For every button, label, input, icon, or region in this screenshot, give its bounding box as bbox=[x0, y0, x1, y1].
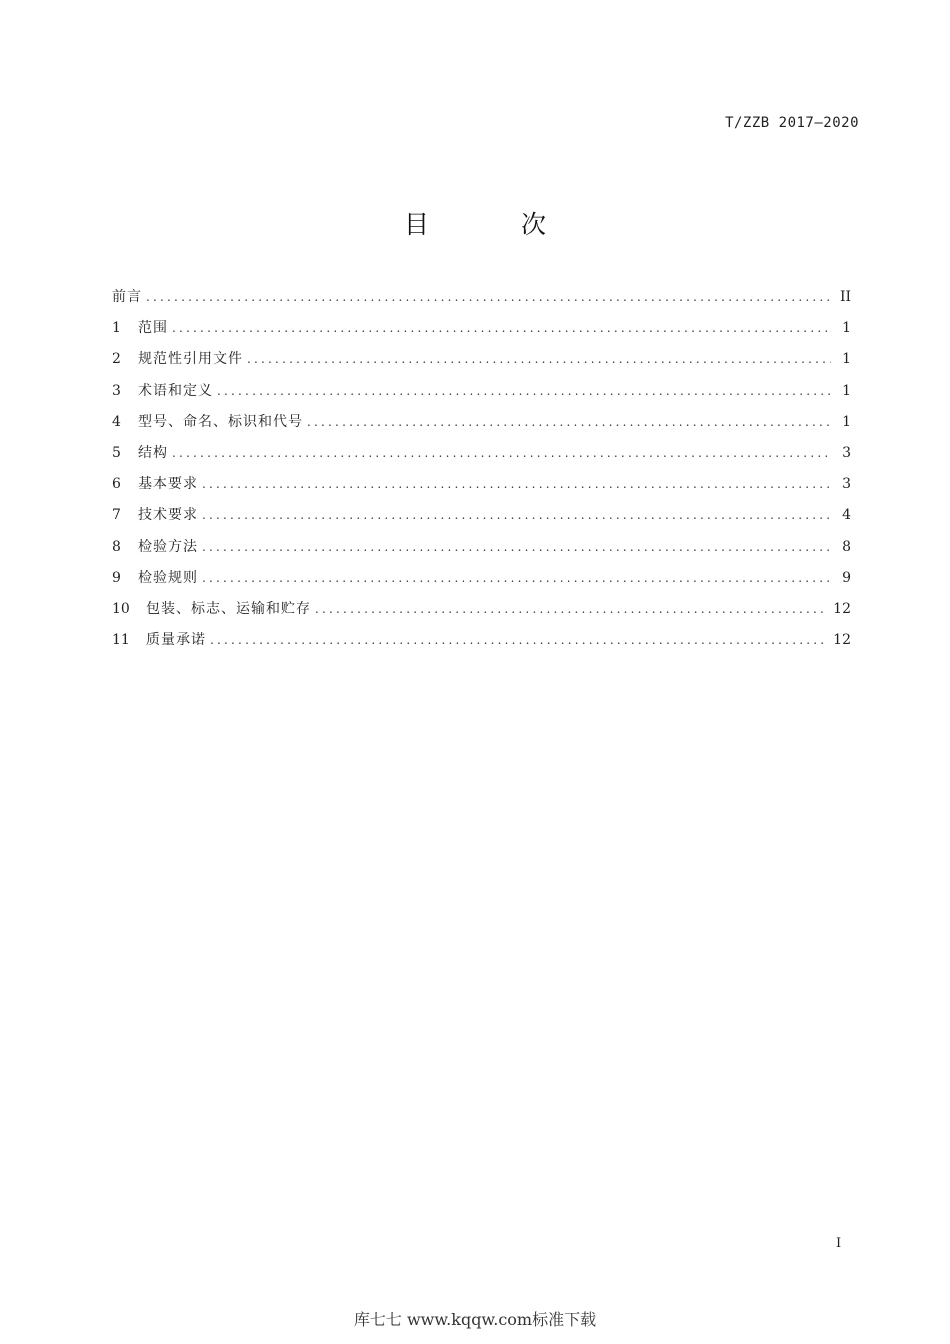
toc-entry-label: 质量承诺 bbox=[146, 632, 206, 649]
toc-entry-label: 检验方法 bbox=[138, 538, 198, 555]
toc-entry-number: 4 bbox=[112, 413, 121, 430]
toc-entry-10[interactable] bbox=[112, 598, 851, 629]
watermark-text: 库七七 www.kqqw.com标准下载 bbox=[353, 1310, 597, 1329]
toc-dot-leader bbox=[202, 504, 831, 526]
toc-dot-leader bbox=[202, 473, 831, 495]
toc-entry-number: 1 bbox=[112, 320, 121, 337]
toc-entry-page: II bbox=[839, 289, 851, 305]
toc-dot-leader bbox=[210, 629, 827, 651]
toc-entry-page: 1 bbox=[842, 351, 851, 368]
toc-entry-page: 1 bbox=[842, 320, 851, 337]
toc-entry-3[interactable] bbox=[112, 380, 851, 411]
toc-entry-page: 12 bbox=[833, 632, 851, 649]
toc-entry-2[interactable] bbox=[112, 348, 851, 379]
toc-entry-7[interactable] bbox=[112, 504, 851, 535]
toc-entry-label: 前言 bbox=[112, 289, 142, 305]
toc-entry-number: 11 bbox=[112, 632, 130, 649]
toc-entry-number: 10 bbox=[112, 600, 130, 617]
toc-entry-page: 3 bbox=[842, 444, 851, 461]
toc-entry-number: 7 bbox=[112, 507, 121, 524]
toc-entry-number: 6 bbox=[112, 476, 121, 493]
toc-dot-leader bbox=[307, 411, 831, 433]
toc-entry-page: 1 bbox=[842, 382, 851, 399]
toc-entry-number: 3 bbox=[112, 382, 121, 399]
toc-entry-page: 3 bbox=[842, 476, 851, 493]
toc-title: 目 次 bbox=[404, 210, 588, 239]
toc-entry-8[interactable] bbox=[112, 536, 851, 567]
toc-entry-page: 1 bbox=[842, 413, 851, 430]
toc-entry-label: 规范性引用文件 bbox=[138, 351, 243, 368]
toc-entry-6[interactable] bbox=[112, 473, 851, 504]
toc-entry-label: 包装、标志、运输和贮存 bbox=[146, 600, 311, 617]
toc-entry-9[interactable] bbox=[112, 567, 851, 598]
toc-entry-4[interactable] bbox=[112, 411, 851, 442]
toc-entry-number: 5 bbox=[112, 444, 121, 461]
toc-dot-leader bbox=[202, 536, 831, 558]
toc-entry-1[interactable] bbox=[112, 317, 851, 348]
toc-entry-number: 2 bbox=[112, 351, 121, 368]
toc-entry-foreword[interactable] bbox=[112, 286, 851, 317]
toc-dot-leader bbox=[217, 380, 831, 402]
toc-entry-number: 9 bbox=[112, 569, 121, 586]
toc-entry-label: 基本要求 bbox=[138, 476, 198, 493]
toc-dot-leader bbox=[146, 286, 831, 308]
document-code: T/ZZB 2017—2020 bbox=[725, 115, 859, 131]
toc-entry-page: 9 bbox=[842, 569, 851, 586]
toc-entry-label: 术语和定义 bbox=[138, 382, 213, 399]
toc-entry-label: 范围 bbox=[138, 320, 168, 337]
toc-entry-page: 8 bbox=[842, 538, 851, 555]
toc-list bbox=[112, 286, 851, 660]
toc-dot-leader bbox=[202, 567, 831, 589]
toc-dot-leader bbox=[172, 317, 831, 339]
toc-dot-leader bbox=[172, 442, 831, 464]
toc-entry-5[interactable] bbox=[112, 442, 851, 473]
toc-entry-page: 12 bbox=[833, 600, 851, 617]
toc-entry-11[interactable] bbox=[112, 629, 851, 660]
toc-entry-label: 型号、命名、标识和代号 bbox=[138, 413, 303, 430]
toc-entry-label: 技术要求 bbox=[138, 507, 198, 524]
toc-entry-label: 检验规则 bbox=[138, 569, 198, 586]
toc-entry-number: 8 bbox=[112, 538, 121, 555]
toc-dot-leader bbox=[247, 348, 831, 370]
toc-entry-label: 结构 bbox=[138, 444, 168, 461]
toc-dot-leader bbox=[315, 598, 827, 620]
page-number: I bbox=[836, 1236, 842, 1251]
toc-entry-page: 4 bbox=[842, 507, 851, 524]
